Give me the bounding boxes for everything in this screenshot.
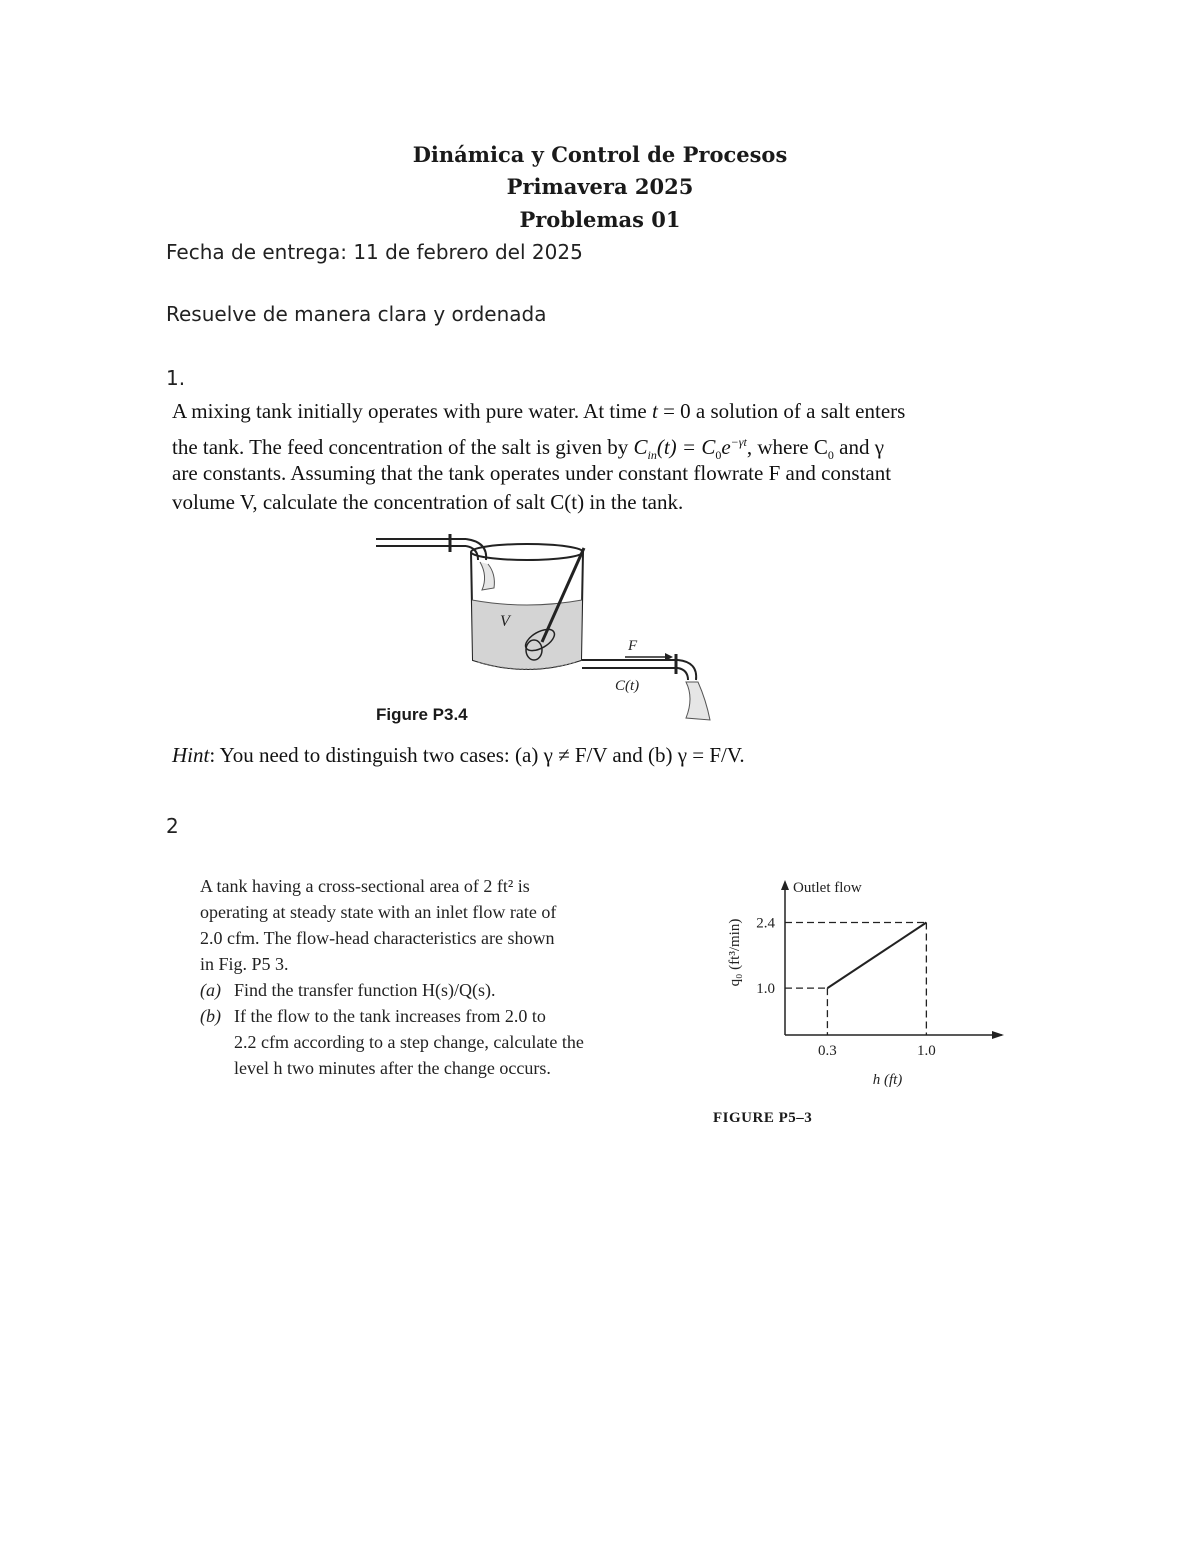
- p1-formula-mid: (t) = C: [656, 435, 716, 459]
- course-title: Dinámica y Control de Procesos: [412, 142, 788, 167]
- chart-title: Outlet flow: [793, 880, 862, 896]
- p1-line2a: the tank. The feed concentration of the salt is given by: [172, 435, 634, 459]
- figure-p5-3-caption: FIGURE P5–3: [713, 1110, 813, 1126]
- p1-line1a: A mixing tank initially operates with pure water. At time: [172, 399, 652, 423]
- p1-line1b: = 0 a solution of a salt enters: [657, 399, 906, 423]
- hint-text: : You need to distinguish two cases: (a) γ ≠ F/V and (b) γ = F/V.: [209, 743, 745, 767]
- outlet-elbow-inner: [678, 668, 688, 680]
- due-date: Fecha de entrega: 11 de febrero del 2025: [166, 240, 583, 264]
- outlet-stream: [686, 682, 710, 720]
- p1-formula-e: e: [721, 435, 731, 459]
- problem-2-intro-4: in Fig. P5 3.: [200, 954, 289, 974]
- problem-2-intro-2: operating at steady state with an inlet flow rate of: [200, 902, 557, 922]
- figure-p3-4-caption: Figure P3.4: [376, 705, 468, 724]
- p1-formula-c: C: [633, 435, 648, 459]
- instructions: Resuelve de manera clara y ordenada: [166, 302, 547, 326]
- problem-1-line-4: volume V, calculate the concentration of salt C(t) in the tank.: [172, 490, 684, 514]
- x-tick-label: 1.0: [917, 1043, 936, 1059]
- part-b-line-1: If the flow to the tank increases from 2.0 to: [234, 1006, 546, 1026]
- mixing-tank-figure: [370, 530, 730, 730]
- label-v: V: [500, 613, 510, 630]
- flow-head-chart: [715, 870, 1015, 1095]
- y-axis-arrow: [781, 880, 789, 890]
- inlet-stream: [480, 562, 494, 590]
- y-tick-label: 2.4: [756, 915, 775, 932]
- p1-formula-sub0: 0: [715, 448, 722, 463]
- hint-label: Hint: [172, 743, 210, 767]
- x-tick-label: 0.3: [818, 1043, 837, 1059]
- part-b-line-2: 2.2 cfm according to a step change, calculate the: [234, 1032, 584, 1052]
- y-axis-label: q₀ (ft³/min): [727, 918, 743, 987]
- problem-2-number: 2: [166, 814, 179, 838]
- p1-formula-sub: in: [647, 448, 657, 463]
- p1-line2b: , where C: [746, 435, 828, 459]
- problem-2-intro-3: 2.0 cfm. The flow-head characteristics are shown: [200, 928, 555, 948]
- data-series-line: [827, 923, 926, 989]
- label-ct: C(t): [615, 678, 640, 694]
- term-title: Primavera 2025: [506, 174, 694, 199]
- p1-line2b-sub: 0: [827, 448, 834, 463]
- x-axis-arrow: [992, 1031, 1004, 1039]
- problem-set-title: Problemas 01: [519, 207, 681, 232]
- problem-1-line-3: are constants. Assuming that the tank operates under constant flowrate F and constant: [172, 461, 892, 485]
- part-a-label: (a): [200, 980, 221, 1000]
- part-b-line-3: level h two minutes after the change occurs.: [234, 1058, 551, 1078]
- tank-rim: [471, 544, 583, 560]
- problem-1-number: 1.: [166, 366, 186, 390]
- p1-formula-exp: −γt: [730, 435, 747, 449]
- x-axis-label: h (ft): [872, 1072, 903, 1088]
- chart-layer: [727, 880, 1004, 1088]
- part-b-label: (b): [200, 1006, 221, 1026]
- problem-1-hint: [172, 740, 1032, 770]
- tank-liquid: [472, 600, 582, 669]
- part-a-text: Find the transfer function H(s)/Q(s).: [234, 980, 496, 1000]
- problem-2-intro-1: A tank having a cross-sectional area of 2 ft² is: [200, 876, 530, 896]
- y-tick-label: 1.0: [756, 981, 775, 998]
- label-f: F: [628, 638, 638, 654]
- p1-t-var: t: [652, 399, 658, 423]
- p1-line2c: and γ: [833, 435, 884, 459]
- problem-1-line-1: [172, 396, 1032, 426]
